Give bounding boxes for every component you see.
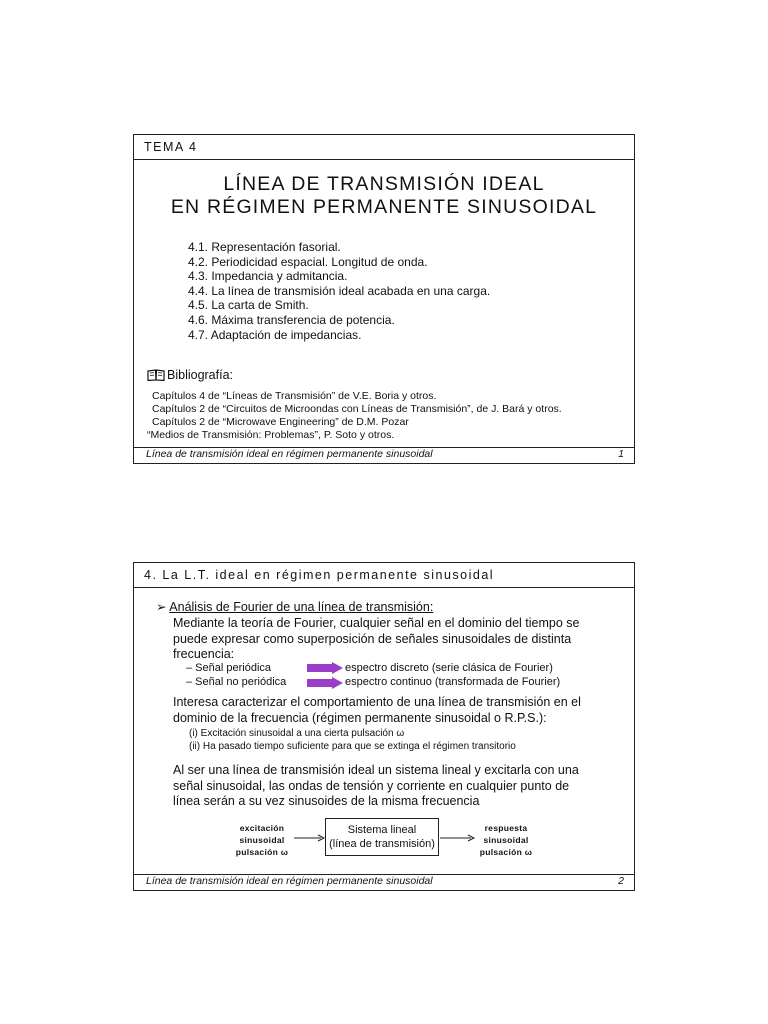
toc-item: 4.4. La línea de transmisión ideal acabada en una carga. [188, 283, 491, 298]
bullet-heading [156, 599, 433, 614]
slide-header [134, 135, 634, 160]
system-block-line: Sistema lineal [347, 824, 417, 836]
bibliography-item: Capítulos 4 de “Líneas de Transmisión” de V.E. Boria y otros. [152, 390, 437, 402]
bullet-marker: ➢ [156, 600, 167, 614]
title-line-2: EN RÉGIMEN PERMANENTE SINUSOIDAL [170, 196, 598, 218]
toc-item: 4.3. Impedancia y admitancia. [188, 269, 348, 284]
header-text: TEMA 4 [144, 140, 198, 154]
bullet-heading-text: Análisis de Fourier de una línea de transmisión: [169, 600, 434, 614]
case-right: espectro discreto (serie clásica de Fourier) [345, 662, 553, 674]
bibliography-item: Capítulos 2 de “Circuitos de Microondas con Líneas de Transmisión”, de J. Bará y otros. [152, 403, 562, 415]
paragraph-line: dominio de la frecuencia (régimen permanente sinusoidal o R.P.S.): [173, 711, 547, 725]
condition-item: (ii) Ha pasado tiempo suficiente para que se extinga el régimen transitorio [189, 741, 516, 752]
paragraph-line: Al ser una línea de transmisión ideal un sistema lineal y excitarla con una [173, 763, 579, 777]
bibliography-item: Capítulos 2 de “Microwave Engineering” de D.M. Pozar [152, 416, 409, 428]
toc-item: 4.2. Periodicidad espacial. Longitud de onda. [188, 254, 428, 269]
case-right: espectro continuo (transformada de Fourier) [345, 676, 561, 688]
toc-item: 4.5. La carta de Smith. [188, 298, 309, 313]
slide-footer [134, 447, 634, 463]
page-number: 2 [618, 875, 624, 887]
footer-text: Línea de transmisión ideal en régimen permanente sinusoidal [146, 448, 433, 460]
right-arrow-icon [307, 677, 345, 689]
input-label-line: sinusoidal [239, 835, 285, 845]
header-text: 4. La L.T. ideal en régimen permanente sinusoidal [144, 568, 495, 582]
toc-item: 4.6. Máxima transferencia de potencia. [188, 312, 395, 327]
paragraph-line: frecuencia: [173, 647, 235, 661]
bibliography-heading [147, 368, 233, 384]
slide-1 [133, 134, 635, 464]
slide-header [134, 563, 634, 588]
paragraph-line: Mediante la teoría de Fourier, cualquier señal en el dominio del tiempo se [173, 616, 580, 630]
case-left: – Señal no periódica [186, 676, 287, 688]
slide-footer [134, 874, 634, 890]
title-line-1: LÍNEA DE TRANSMISIÓN IDEAL [223, 173, 545, 195]
output-label-line: pulsación ω [479, 847, 533, 857]
paragraph-line: Interesa caracterizar el comportamiento de una línea de transmisión en el [173, 695, 581, 709]
slide-2 [133, 562, 635, 891]
input-arrow-icon [294, 833, 326, 843]
output-label [475, 822, 537, 858]
book-icon [147, 369, 165, 384]
paragraph-line: puede expresar como superposición de señales sinusoidales de distinta [173, 632, 572, 646]
condition-item: (i) Excitación sinusoidal a una cierta pulsación ω [189, 728, 405, 739]
bibliography-heading-text: Bibliografía: [167, 368, 234, 382]
page-number: 1 [618, 448, 624, 460]
system-block-line: (línea de transmisión) [329, 838, 435, 850]
bibliography-item: “Medios de Transmisión: Problemas”, P. Soto y otros. [147, 429, 395, 441]
case-left: – Señal periódica [186, 662, 272, 674]
paragraph-line: línea serán a su vez sinusoides de la misma frecuencia [173, 794, 480, 808]
toc-item: 4.1. Representación fasorial. [188, 240, 341, 254]
footer-text: Línea de transmisión ideal en régimen permanente sinusoidal [146, 875, 433, 887]
toc-item: 4.7. Adaptación de impedancias. [188, 327, 362, 342]
input-label-line: excitación [239, 823, 285, 833]
input-label-line: pulsación ω [235, 847, 289, 857]
output-label-line: respuesta [484, 823, 528, 833]
right-arrow-icon [307, 662, 345, 674]
output-label-line: sinusoidal [483, 835, 529, 845]
system-block [325, 818, 439, 856]
input-label [232, 822, 292, 858]
paragraph-line: señal sinusoidal, las ondas de tensión y corriente en cualquier punto de [173, 779, 570, 793]
output-arrow-icon [440, 833, 476, 843]
table-of-contents [188, 240, 490, 342]
